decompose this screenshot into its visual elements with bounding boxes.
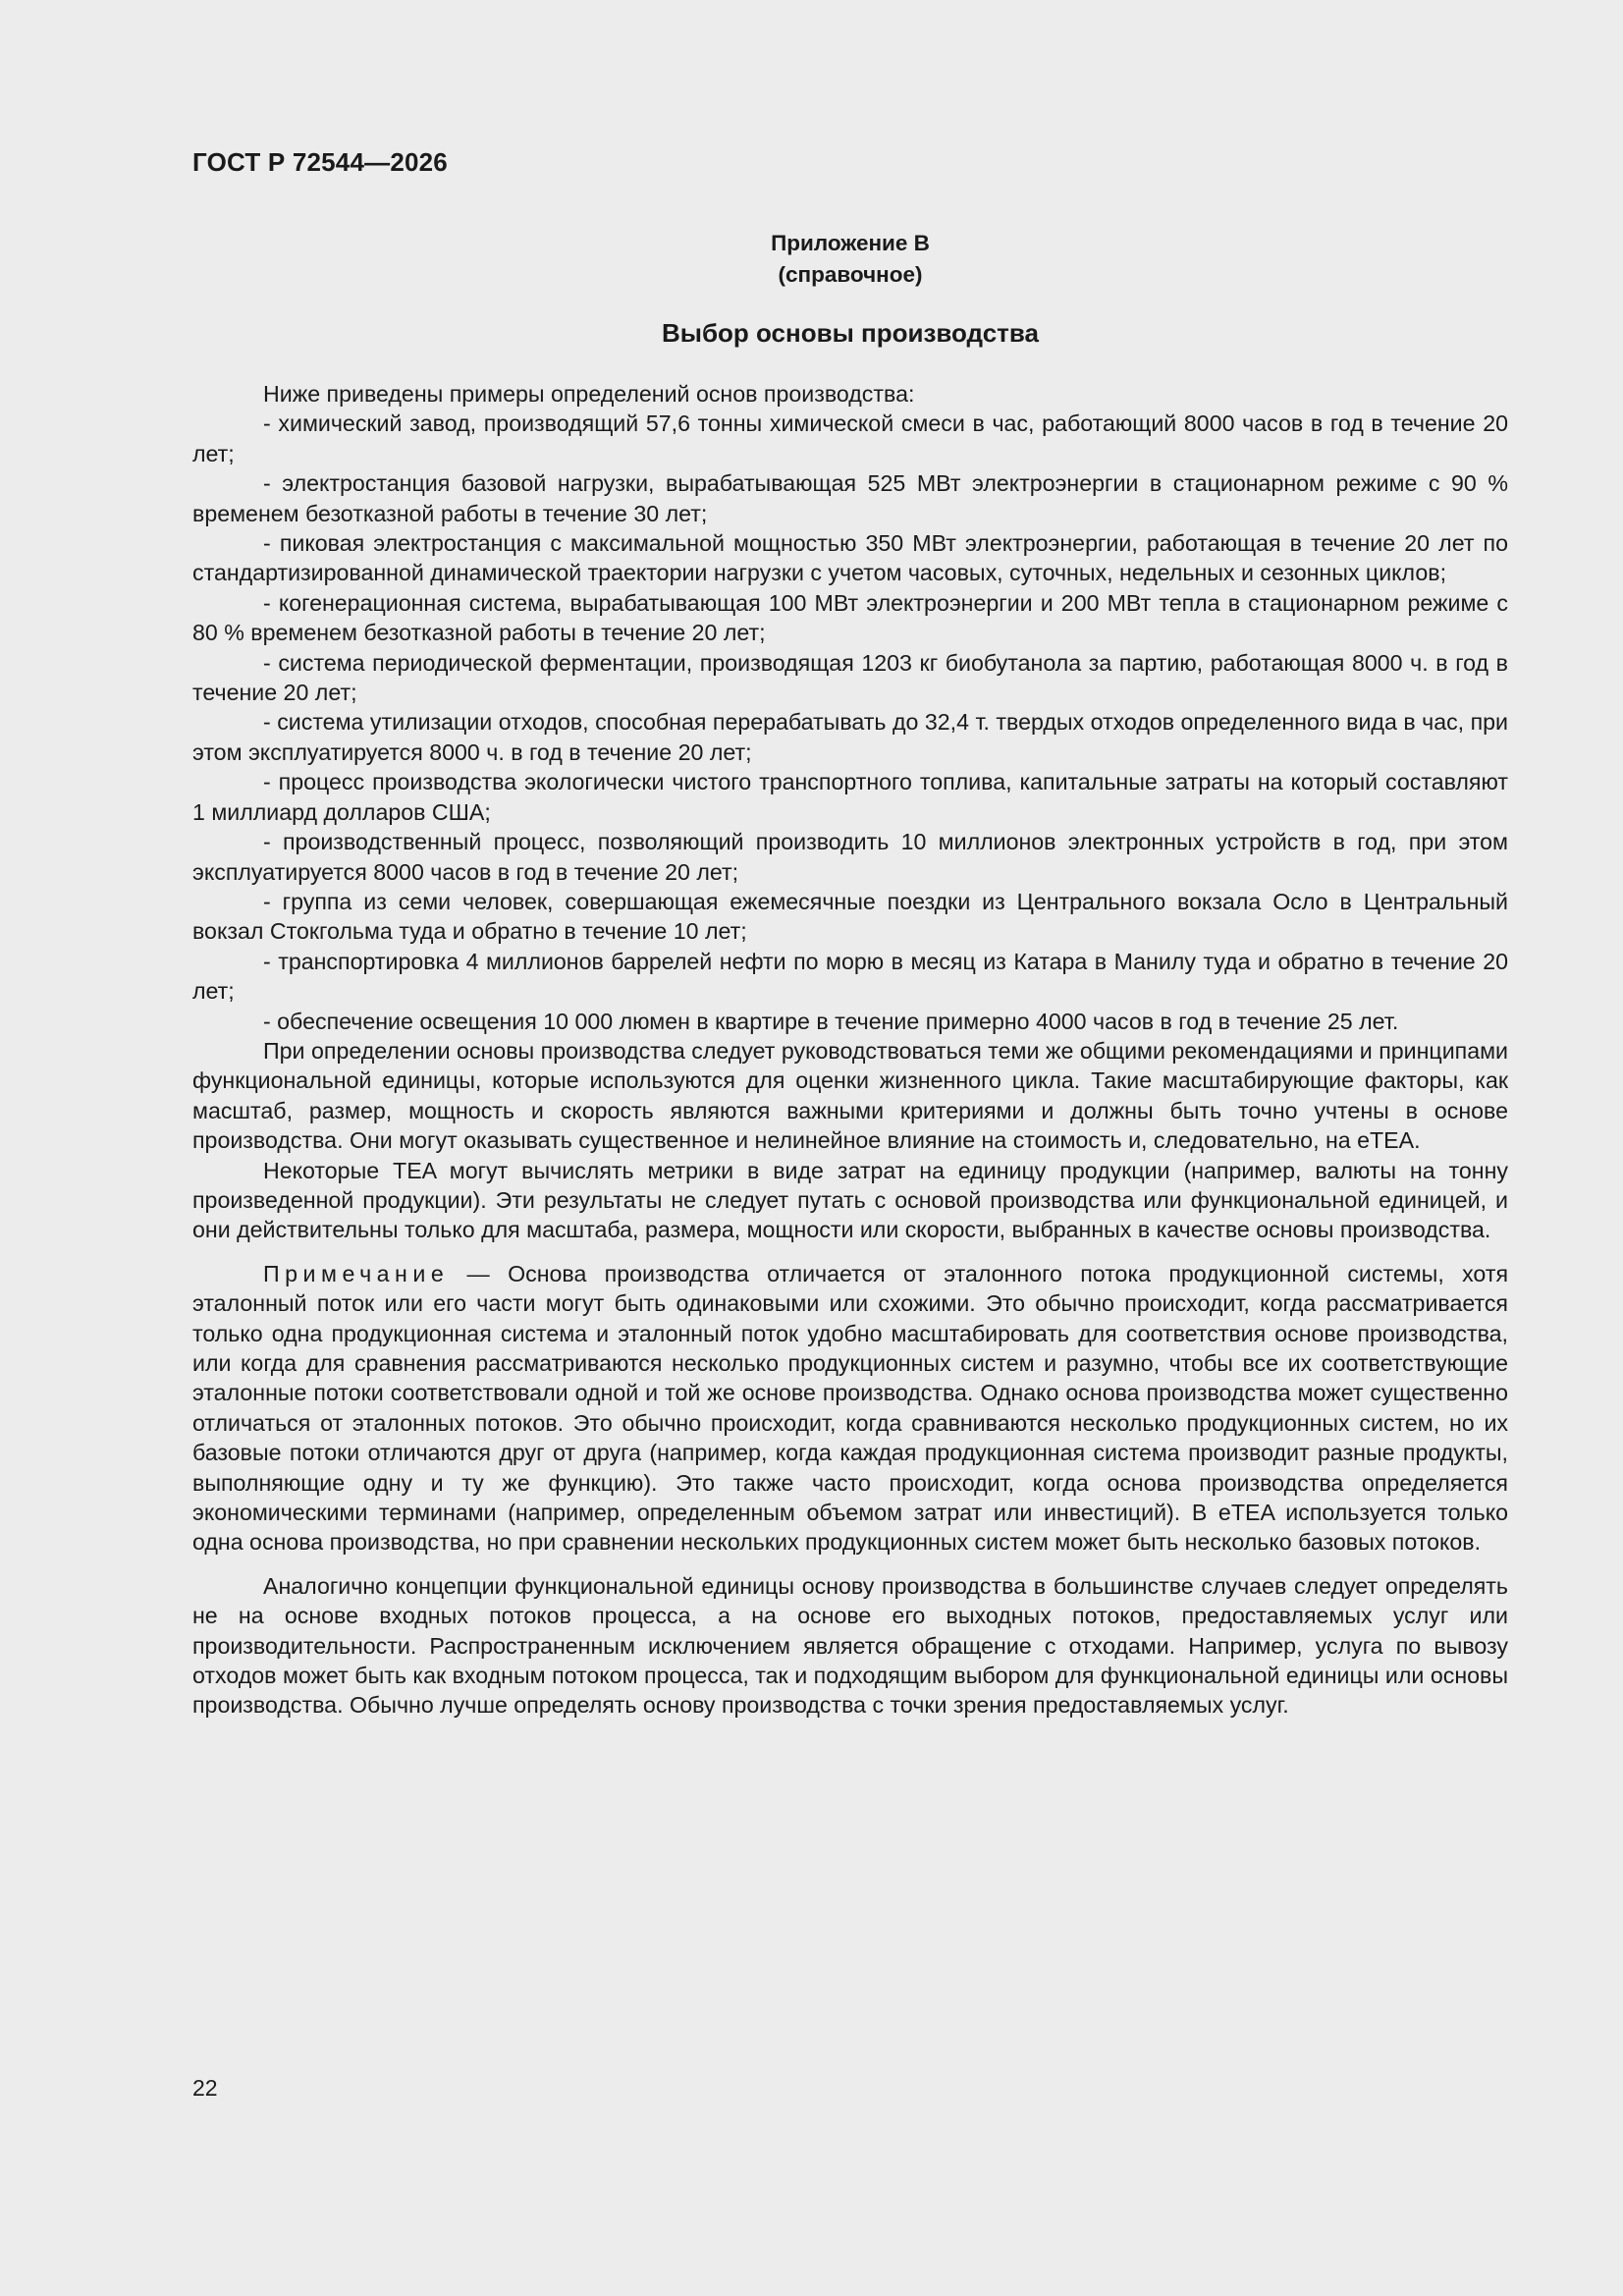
body-paragraph: Аналогично концепции функциональной единицы основу производства в большинстве случаев следует определять не на основе входных потоков процесса, а на основе его выходных потоков, предоставляемых услуг или производительности. Распространенным исключением является обращение с отходами. Например, услуга по вывозу отходов может быть как входным потоком процесса, так и подходящим выбором для функциональной единицы или основы производства. Обычно лучше определять основу производства с точки зрения предоставляемых услуг. <box>192 1572 1508 1719</box>
intro-paragraph: Ниже приведены примеры определений основ производства: <box>263 381 915 407</box>
list-item: - производственный процесс, позволяющий производить 10 миллионов электронных устройств в год, при этом эксплуатируется 8000 часов в год в течение 20 лет; <box>192 829 1508 885</box>
list-item: - транспортировка 4 миллионов баррелей нефти по морю в месяц из Катара в Манилу туда и обратно в течение 20 лет; <box>192 948 1508 1005</box>
list-item: - система утилизации отходов, способная перерабатывать до 32,4 т. твердых отходов определенного вида в час, при этом эксплуатируется 8000 ч. в год в течение 20 лет; <box>192 709 1508 765</box>
section-title: Выбор основы производства <box>661 318 1040 348</box>
list-item: - электростанция базовой нагрузки, вырабатывающая 525 МВт электроэнергии в стационарном режиме с 90 % временем безотказной работы в течение 30 лет; <box>192 470 1508 526</box>
list-item: - пиковая электростанция с максимальной мощностью 350 МВт электроэнергии, работающая в течение 20 лет по стандартизированной динамической траектории нагрузки с учетом часовых, суточных, недельных и сезонных циклов; <box>192 530 1508 586</box>
document-body <box>192 379 1508 1721</box>
note-dash: — <box>449 1260 509 1286</box>
body-paragraph: Некоторые TEA могут вычислять метрики в виде затрат на единицу продукции (например, валюты на тонну произведенной продукции). Эти результаты не следует путать с основой производства или функциональной единицей, и они действительны только для масштаба, размера, мощности или скорости, выбранных в качестве основы производства. <box>192 1157 1508 1243</box>
list-item: - химический завод, производящий 57,6 тонны химической смеси в час, работающий 8000 часов в год в течение 20 лет; <box>192 410 1508 466</box>
appendix-title: Приложение В <box>771 231 930 255</box>
note-paragraph <box>192 1259 1508 1558</box>
list-item: - группа из семи человек, совершающая ежемесячные поездки из Центрального вокзала Осло в Центральный вокзал Стокгольма туда и обратно в течение 10 лет; <box>192 888 1508 945</box>
appendix-heading <box>192 228 1508 291</box>
list-item: - процесс производства экологически чистого транспортного топлива, капитальные затраты на который составляют 1 миллиард долларов США; <box>192 769 1508 825</box>
body-paragraph: При определении основы производства следует руководствоваться теми же общими рекомендациями и принципами функциональной единицы, которые используются для оценки жизненного цикла. Такие масштабирующие факторы, как масштаб, размер, мощность и скорость являются важными критериями и должны быть точно учтены в основе производства. Они могут оказывать существенное и нелинейное влияние на стоимость и, следовательно, на eTEA. <box>192 1037 1508 1154</box>
list-item: - система периодической ферментации, производящая 1203 кг биобутанола за партию, работающая 8000 ч. в год в течение 20 лет; <box>192 649 1508 706</box>
note-text: Основа производства отличается от эталонного потока продукционной системы, хотя эталонный поток или его части могут быть одинаковыми или схожими. Это обычно происходит, когда рассматривается только одна продукционная система и эталонный поток удобно масштабировать для соответствия основе производства, или когда для сравнения рассматриваются несколько продукционных систем и разумно, чтобы все их соответствующие эталонные потоки соответствовали одной и той же основе производства. Однако основа производства может существенно отличаться от эталонных потоков. Это обычно происходит, когда сравниваются несколько продукционных систем, но их базовые потоки отличаются друг от друга (например, когда каждая продукционная система производит разные продукты, выполняющие одну и ту же функцию). Это также часто происходит, когда основа производства определяется экономическими терминами (например, определенным объемом затрат или инвестиций). В eTEA используется только одна основа производства, но при сравнении нескольких продукционных систем может быть несколько базовых потоков. <box>192 1260 1508 1556</box>
appendix-subtitle: (справочное) <box>778 262 923 287</box>
document-code: ГОСТ Р 72544—2026 <box>192 147 448 177</box>
page-number: 22 <box>192 2075 218 2101</box>
list-item: - обеспечение освещения 10 000 люмен в квартире в течение примерно 4000 часов в год в течение 25 лет. <box>263 1008 1399 1034</box>
list-item: - когенерационная система, вырабатывающая 100 МВт электроэнергии и 200 МВт тепла в стационарном режиме с 80 % временем безотказной работы в течение 20 лет; <box>192 589 1508 646</box>
note-label: Примечание <box>263 1260 450 1286</box>
